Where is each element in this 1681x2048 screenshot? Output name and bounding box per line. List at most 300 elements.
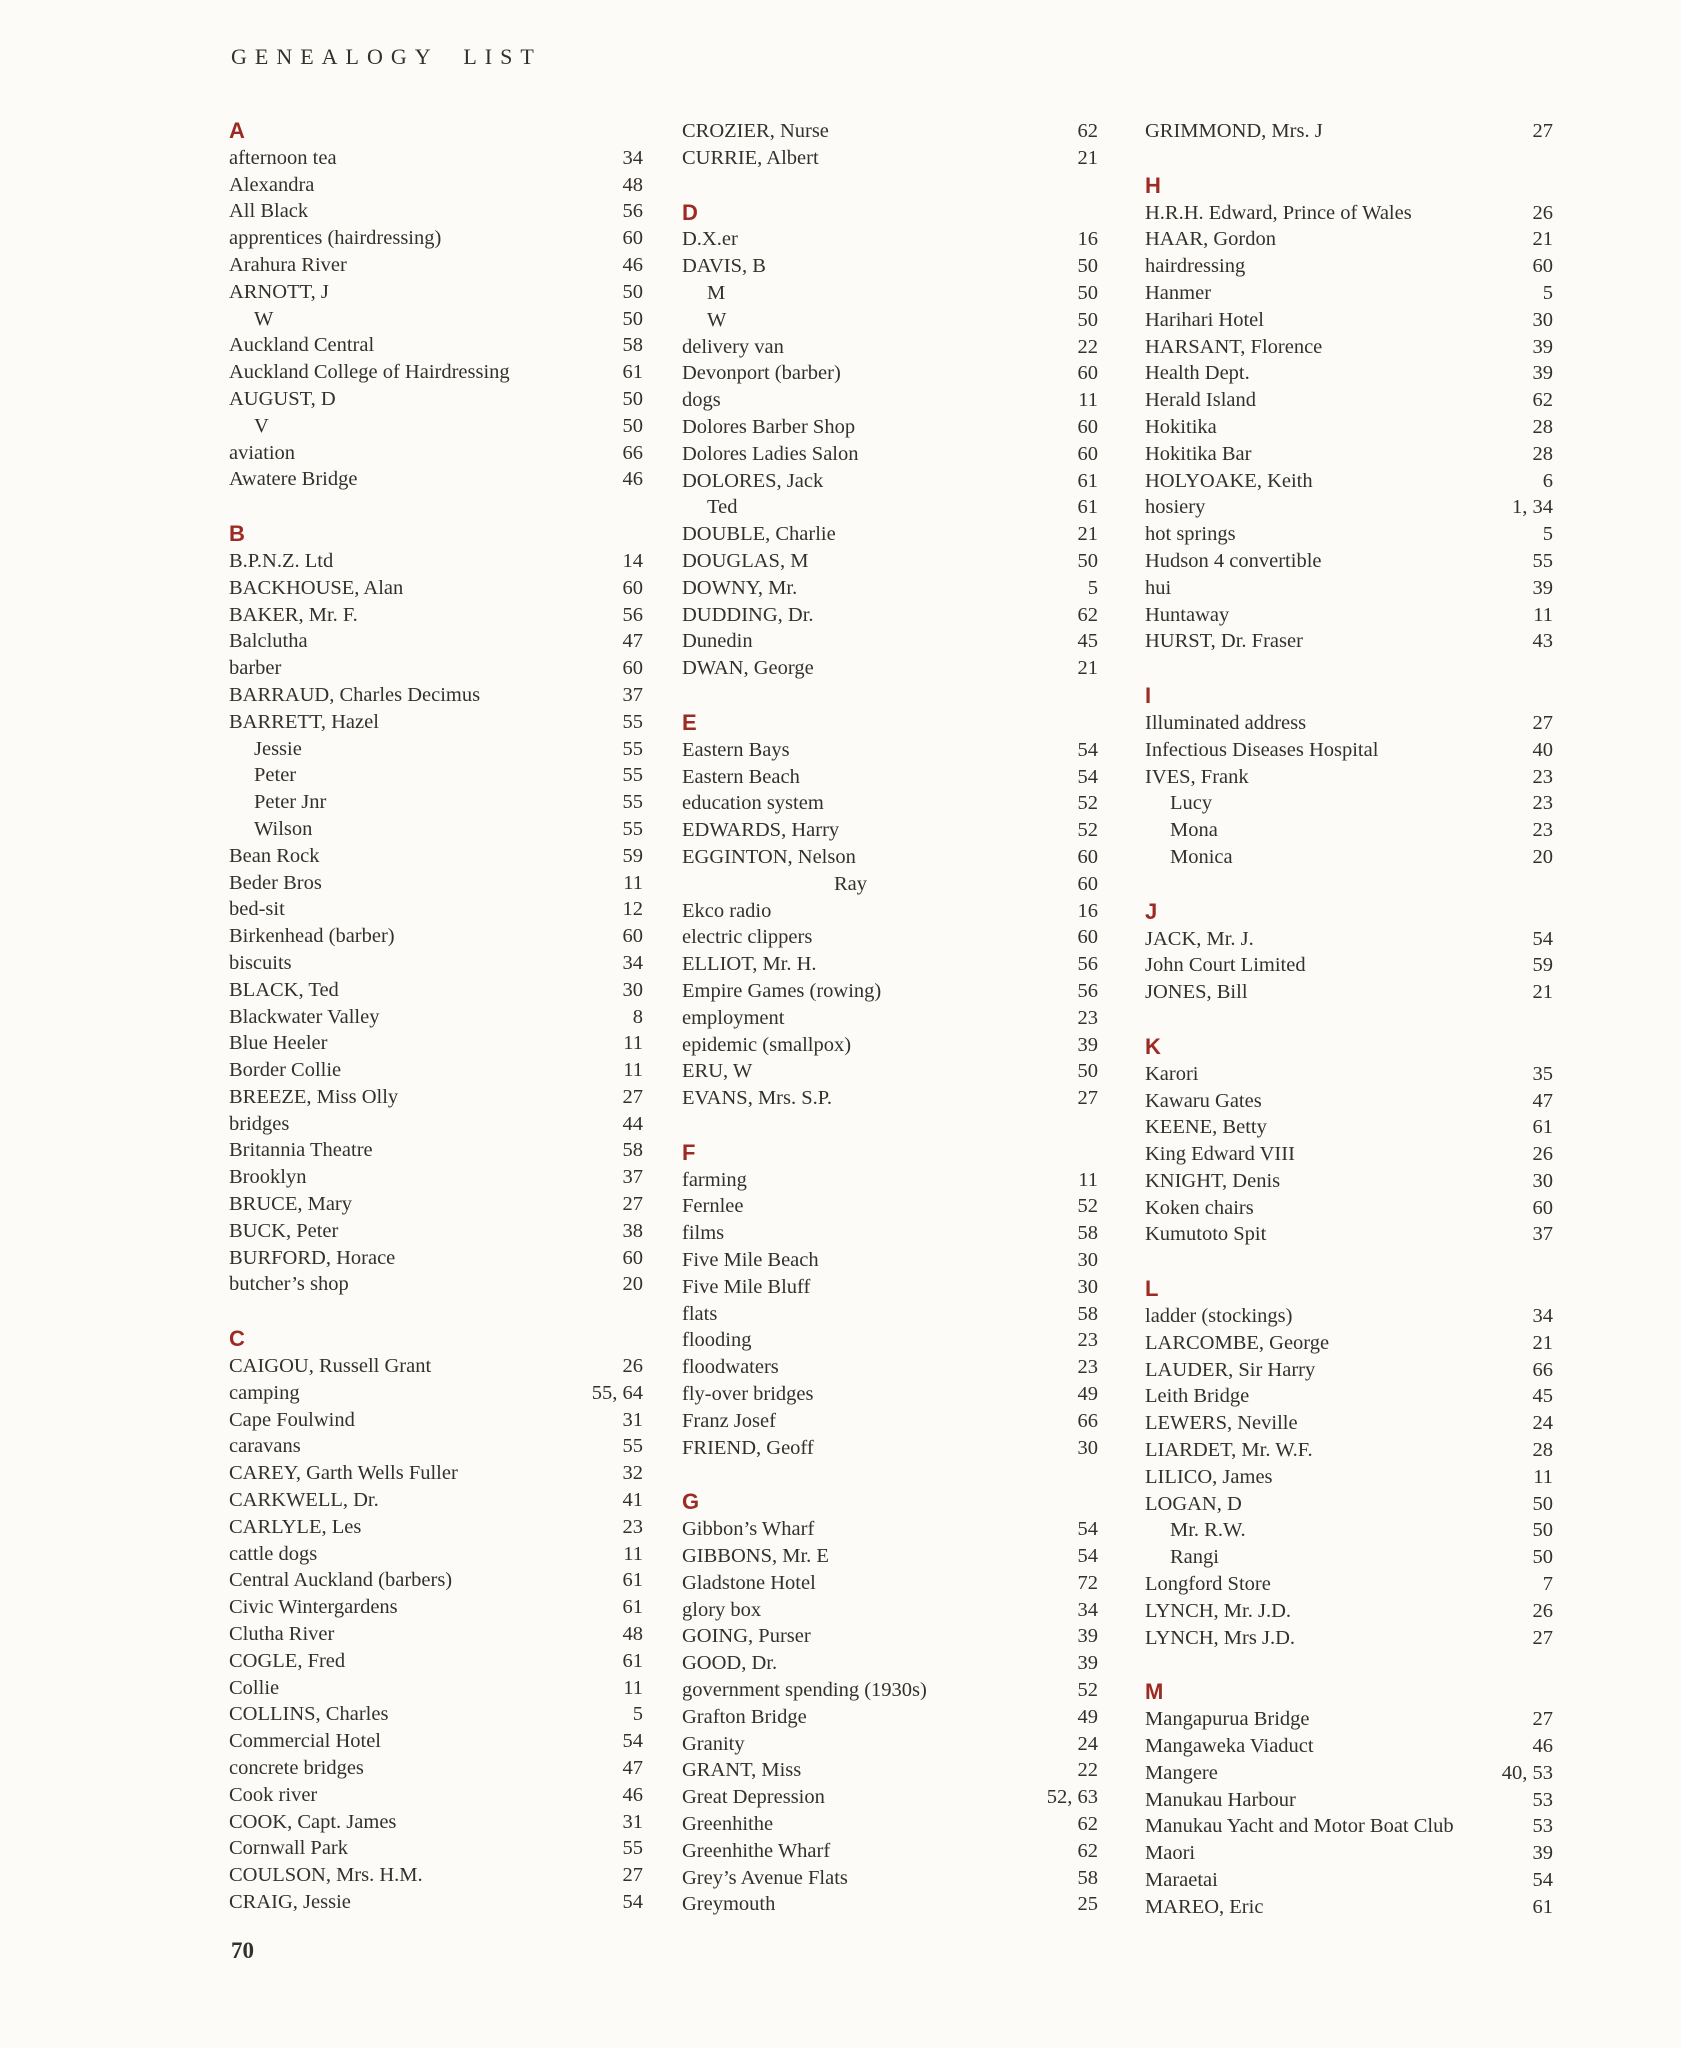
index-entry: [229, 628, 643, 655]
index-entry: [229, 1728, 643, 1755]
entry-text: Mangapurua Bridge: [1145, 1708, 1310, 1731]
entry-page-number: 60: [1077, 415, 1098, 438]
index-entry: [1145, 1733, 1553, 1760]
entry-page-number: 60: [1077, 872, 1098, 895]
index-entry: [682, 334, 1098, 361]
index-entry: [682, 737, 1098, 764]
index-entry: [1145, 764, 1553, 791]
entry-text: HAAR, Gordon: [1145, 228, 1276, 251]
entry-text: W: [707, 308, 727, 331]
section-letter-C: C: [229, 1326, 246, 1352]
entry-text: JACK, Mr. J.: [1145, 927, 1254, 950]
entry-text: Cape Foulwind: [229, 1408, 355, 1431]
entry-text: Longford Store: [1145, 1573, 1271, 1596]
entry-page-number: 5: [1542, 281, 1553, 304]
entry-page-number: 52: [1077, 1195, 1098, 1218]
entry-page-number: 49: [1077, 1383, 1098, 1406]
entry-text: Rangi: [1170, 1546, 1219, 1569]
index-entry: [682, 1650, 1098, 1677]
entry-text: afternoon tea: [229, 146, 337, 169]
index-entry: [229, 1164, 643, 1191]
entry-text: hot springs: [1145, 523, 1236, 546]
entry-text: BACKHOUSE, Alan: [229, 576, 404, 599]
entry-text: bed-sit: [229, 898, 285, 921]
entry-text: Devonport (barber): [682, 362, 841, 385]
entry-page-number: 30: [1532, 308, 1553, 331]
index-entry: [1145, 1571, 1553, 1598]
index-entry: [1145, 1840, 1553, 1867]
index-entry: [229, 1675, 643, 1702]
entry-text: Collie: [229, 1676, 280, 1699]
index-entry: [1145, 1437, 1553, 1464]
entry-text: Illuminated address: [1145, 711, 1307, 734]
entry-page-number: 54: [1077, 1545, 1098, 1568]
index-entry: [682, 360, 1098, 387]
index-entry: [682, 844, 1098, 871]
entry-page-number: 54: [1532, 1869, 1553, 1892]
index-entry: [1145, 1706, 1553, 1733]
entry-page-number: 60: [622, 657, 643, 680]
entry-text: concrete bridges: [229, 1757, 364, 1780]
entry-text: DAVIS, B: [682, 255, 766, 278]
index-entry: [229, 789, 643, 816]
entry-page-number: 46: [622, 253, 643, 276]
index-entry: [682, 951, 1098, 978]
entry-text: Empire Games (rowing): [682, 979, 882, 1002]
entry-text: Health Dept.: [1145, 362, 1250, 385]
entry-page-number: 21: [1532, 228, 1553, 251]
index-entry: [229, 1594, 643, 1621]
entry-page-number: 27: [1532, 711, 1553, 734]
entry-page-number: 39: [1077, 1625, 1098, 1648]
entry-text: Dolores Barber Shop: [682, 415, 856, 438]
entry-text: Central Auckland (barbers): [229, 1569, 453, 1592]
entry-text: aviation: [229, 441, 296, 464]
entry-text: JONES, Bill: [1145, 981, 1248, 1004]
entry-text: Auckland Central: [229, 334, 375, 357]
index-entry: [229, 172, 643, 199]
entry-page-number: 60: [1532, 255, 1553, 278]
index-entry: [1145, 790, 1553, 817]
entry-text: bridges: [229, 1112, 290, 1135]
entry-text: camping: [229, 1381, 300, 1404]
entry-page-number: 21: [1077, 146, 1098, 169]
entry-text: FRIEND, Geoff: [682, 1436, 814, 1459]
entry-text: GRANT, Miss: [682, 1759, 802, 1782]
index-entry: [1145, 118, 1553, 145]
entry-text: COGLE, Fred: [229, 1649, 346, 1672]
entry-page-number: 58: [622, 1139, 643, 1162]
entry-page-number: 40: [1532, 738, 1553, 761]
page-title: GENEALOGY LIST: [231, 44, 542, 69]
entry-text: D.X.er: [682, 228, 738, 251]
entry-text: M: [707, 281, 726, 304]
entry-page-number: 24: [1077, 1732, 1098, 1755]
entry-text: dogs: [682, 389, 721, 412]
entry-text: DOWNY, Mr.: [682, 576, 798, 599]
entry-page-number: 39: [1532, 362, 1553, 385]
index-entry: [682, 1811, 1098, 1838]
entry-text: Mangere: [1145, 1761, 1218, 1784]
entry-page-number: 34: [1077, 1598, 1098, 1621]
entry-page-number: 50: [1077, 255, 1098, 278]
index-entry: [229, 1407, 643, 1434]
entry-text: DOUBLE, Charlie: [682, 523, 836, 546]
entry-page-number: 58: [1077, 1222, 1098, 1245]
index-entry: [682, 253, 1098, 280]
entry-page-number: 45: [1077, 630, 1098, 653]
entry-page-number: 21: [1077, 523, 1098, 546]
entry-page-number: 54: [1077, 1518, 1098, 1541]
entry-text: Grey’s Avenue Flats: [682, 1866, 848, 1889]
index-entry: [682, 898, 1098, 925]
entry-page-number: 30: [1077, 1249, 1098, 1272]
index-entry: [682, 1704, 1098, 1731]
entry-text: CARLYLE, Les: [229, 1515, 362, 1538]
index-entry: [1145, 575, 1553, 602]
entry-page-number: 54: [1532, 927, 1553, 950]
entry-text: Balclutha: [229, 630, 308, 653]
index-entry: [229, 709, 643, 736]
entry-text: epidemic (smallpox): [682, 1033, 852, 1056]
entry-text: BLACK, Ted: [229, 978, 339, 1001]
entry-text: EVANS, Mrs. S.P.: [682, 1087, 833, 1110]
entry-page-number: 66: [622, 441, 643, 464]
index-entry: [1145, 844, 1553, 871]
entry-page-number: 5: [1542, 523, 1553, 546]
index-entry: [1145, 1221, 1553, 1248]
entry-page-number: 20: [622, 1273, 643, 1296]
entry-page-number: 11: [1533, 603, 1553, 626]
entry-text: BURFORD, Horace: [229, 1246, 396, 1269]
entry-text: LEWERS, Neville: [1145, 1412, 1298, 1435]
index-entry: [229, 386, 643, 413]
index-entry: [1145, 1114, 1553, 1141]
index-entry: [682, 1757, 1098, 1784]
index-entry: [229, 977, 643, 1004]
index-entry: [1145, 494, 1553, 521]
index-entry: [682, 226, 1098, 253]
index-entry: [229, 816, 643, 843]
entry-page-number: 60: [1077, 362, 1098, 385]
index-entry: [229, 1809, 643, 1836]
entry-text: fly-over bridges: [682, 1383, 814, 1406]
entry-page-number: 30: [1532, 1169, 1553, 1192]
entry-page-number: 52, 63: [1046, 1786, 1098, 1809]
entry-page-number: 50: [1077, 549, 1098, 572]
entry-page-number: 21: [1532, 1331, 1553, 1354]
entry-text: BARRAUD, Charles Decimus: [229, 683, 481, 706]
index-entry: [229, 1648, 643, 1675]
entry-page-number: 50: [622, 280, 643, 303]
entry-page-number: 7: [1542, 1573, 1553, 1596]
entry-text: CAIGOU, Russell Grant: [229, 1355, 432, 1378]
entry-page-number: 5: [1087, 576, 1098, 599]
index-entry: [1145, 521, 1553, 548]
index-entry: [682, 1085, 1098, 1112]
index-entry: [229, 440, 643, 467]
index-entry: [682, 1543, 1098, 1570]
entry-text: Birkenhead (barber): [229, 925, 395, 948]
entry-text: Five Mile Beach: [682, 1249, 819, 1272]
entry-page-number: 45: [1532, 1385, 1553, 1408]
entry-text: Great Depression: [682, 1786, 825, 1809]
entry-page-number: 50: [1077, 281, 1098, 304]
entry-page-number: 60: [1077, 442, 1098, 465]
entry-page-number: 61: [1077, 496, 1098, 519]
entry-text: Gladstone Hotel: [682, 1571, 816, 1594]
entry-page-number: 55: [622, 791, 643, 814]
index-entry: [229, 1514, 643, 1541]
entry-text: Brooklyn: [229, 1166, 307, 1189]
index-entry: [682, 1005, 1098, 1032]
entry-text: Jessie: [254, 737, 302, 760]
index-entry: [682, 414, 1098, 441]
index-entry: [682, 871, 1098, 898]
entry-text: GRIMMOND, Mrs. J: [1145, 120, 1323, 142]
entry-page-number: 39: [1077, 1652, 1098, 1675]
entry-text: Arahura River: [229, 253, 347, 276]
entry-text: Blue Heeler: [229, 1032, 328, 1055]
index-entry: [682, 1274, 1098, 1301]
entry-page-number: 56: [622, 200, 643, 223]
entry-page-number: 55, 64: [591, 1381, 643, 1404]
entry-page-number: 46: [1532, 1735, 1553, 1758]
entry-page-number: 59: [1532, 954, 1553, 977]
entry-page-number: 50: [1532, 1519, 1553, 1542]
entry-text: HURST, Dr. Fraser: [1145, 630, 1303, 653]
entry-text: Greymouth: [682, 1893, 776, 1916]
entry-text: Cornwall Park: [229, 1837, 348, 1860]
index-entry: [682, 1838, 1098, 1865]
index-entry: [682, 1032, 1098, 1059]
entry-page-number: 22: [1077, 335, 1098, 358]
entry-page-number: 11: [1078, 389, 1098, 412]
entry-page-number: 60: [622, 576, 643, 599]
entry-text: All Black: [229, 200, 309, 223]
index-entry: [1145, 710, 1553, 737]
entry-page-number: 60: [1077, 845, 1098, 868]
index-entry: [682, 468, 1098, 495]
index-entry: [682, 521, 1098, 548]
section-letter-B: B: [229, 521, 246, 547]
entry-page-number: 62: [1077, 1813, 1098, 1836]
entry-page-number: 61: [622, 1569, 643, 1592]
entry-text: Mona: [1170, 819, 1218, 842]
index-entry: [1145, 1867, 1553, 1894]
index-entry: [229, 896, 643, 923]
entry-page-number: 47: [1532, 1089, 1553, 1112]
index-entry: [1145, 1303, 1553, 1330]
entry-text: Fernlee: [682, 1195, 744, 1218]
index-entry: [229, 306, 643, 333]
entry-page-number: 11: [623, 1542, 643, 1565]
index-column-3: [1145, 118, 1553, 1921]
index-entry: [229, 655, 643, 682]
entry-page-number: 21: [1077, 657, 1098, 680]
index-entry: [1145, 1088, 1553, 1115]
entry-page-number: 27: [622, 1864, 643, 1887]
entry-page-number: 23: [1077, 1329, 1098, 1352]
index-entry: [229, 843, 643, 870]
entry-text: DWAN, George: [682, 657, 814, 680]
entry-text: flats: [682, 1302, 718, 1325]
index-entry: [682, 1623, 1098, 1650]
section-letter-G: G: [682, 1489, 700, 1515]
index-entry: [682, 1408, 1098, 1435]
entry-page-number: 27: [622, 1193, 643, 1216]
entry-page-number: 26: [1532, 1599, 1553, 1622]
entry-text: Infectious Diseases Hospital: [1145, 738, 1379, 761]
entry-page-number: 66: [1077, 1409, 1098, 1432]
index-entry: [229, 1460, 643, 1487]
entry-text: Koken chairs: [1145, 1196, 1254, 1219]
entry-text: CURRIE, Albert: [682, 146, 819, 169]
entry-page-number: 8: [632, 1005, 643, 1028]
index-entry: [682, 145, 1098, 172]
index-entry: [682, 1731, 1098, 1758]
index-entry: [682, 307, 1098, 334]
entry-text: cattle dogs: [229, 1542, 318, 1565]
index-entry: [229, 1889, 643, 1916]
index-entry: [682, 1597, 1098, 1624]
entry-text: CARKWELL, Dr.: [229, 1489, 379, 1512]
section-letter-M: M: [1145, 1679, 1164, 1705]
entry-text: EDWARDS, Harry: [682, 819, 840, 842]
index-entry: [1145, 1357, 1553, 1384]
entry-page-number: 5: [632, 1703, 643, 1726]
index-entry: [229, 332, 643, 359]
entry-text: KEENE, Betty: [1145, 1116, 1267, 1139]
entry-text: Eastern Beach: [682, 765, 800, 788]
entry-text: BUCK, Peter: [229, 1219, 339, 1242]
entry-page-number: 60: [622, 1246, 643, 1269]
entry-text: DOUGLAS, M: [682, 549, 809, 572]
index-entry: [1145, 441, 1553, 468]
index-entry: [1145, 1760, 1553, 1787]
entry-text: GIBBONS, Mr. E: [682, 1545, 829, 1568]
entry-text: delivery van: [682, 335, 784, 358]
entry-page-number: 44: [622, 1112, 643, 1135]
entry-page-number: 50: [1532, 1546, 1553, 1569]
entry-page-number: 27: [1532, 120, 1553, 142]
entry-text: ELLIOT, Mr. H.: [682, 953, 817, 976]
index-entry: [229, 762, 643, 789]
index-entry: [1145, 1330, 1553, 1357]
entry-page-number: 50: [622, 387, 643, 410]
index-entry: [682, 1435, 1098, 1462]
index-entry: [1145, 1195, 1553, 1222]
entry-page-number: 25: [1077, 1893, 1098, 1916]
entry-page-number: 11: [623, 1059, 643, 1082]
index-entry: [1145, 1598, 1553, 1625]
index-entry: [229, 466, 643, 493]
entry-text: LILICO, James: [1145, 1465, 1273, 1488]
index-entry: [682, 1354, 1098, 1381]
index-entry: [229, 1353, 643, 1380]
entry-text: Hanmer: [1145, 281, 1212, 304]
index-entry: [682, 817, 1098, 844]
entry-page-number: 53: [1532, 1815, 1553, 1838]
entry-text: Alexandra: [229, 173, 315, 196]
entry-page-number: 53: [1532, 1788, 1553, 1811]
index-entry: [229, 1782, 643, 1809]
entry-text: Britannia Theatre: [229, 1139, 373, 1162]
entry-text: Border Collie: [229, 1059, 342, 1082]
section-letter-J: J: [1145, 898, 1158, 924]
entry-page-number: 31: [622, 1408, 643, 1431]
index-entry: [229, 279, 643, 306]
entry-page-number: 23: [1077, 1356, 1098, 1379]
index-entry: [229, 1057, 643, 1084]
entry-page-number: 62: [1077, 1839, 1098, 1862]
entry-page-number: 55: [622, 764, 643, 787]
entry-text: B.P.N.Z. Ltd: [229, 549, 334, 572]
entry-text: LIARDET, Mr. W.F.: [1145, 1439, 1313, 1462]
entry-page-number: 28: [1532, 442, 1553, 465]
entry-page-number: 54: [622, 1730, 643, 1753]
entry-text: hosiery: [1145, 496, 1206, 519]
index-entry: [1145, 952, 1553, 979]
entry-text: HARSANT, Florence: [1145, 335, 1323, 358]
index-entry: [682, 1891, 1098, 1918]
entry-page-number: 26: [1532, 201, 1553, 224]
entry-page-number: 50: [622, 414, 643, 437]
entry-text: Beder Bros: [229, 871, 322, 894]
index-entry: [229, 252, 643, 279]
entry-page-number: 60: [622, 227, 643, 250]
entry-page-number: 50: [1077, 1060, 1098, 1083]
index-entry: [1145, 602, 1553, 629]
entry-text: Gibbon’s Wharf: [682, 1518, 815, 1541]
entry-text: Hokitika: [1145, 415, 1217, 438]
entry-page-number: 43: [1532, 630, 1553, 653]
section-letter-E: E: [682, 709, 698, 735]
entry-page-number: 47: [622, 630, 643, 653]
entry-text: Ray: [834, 872, 868, 895]
index-entry: [682, 1220, 1098, 1247]
index-entry: [682, 978, 1098, 1005]
index-entry: [682, 1247, 1098, 1274]
entry-page-number: 50: [1532, 1492, 1553, 1515]
entry-page-number: 23: [1532, 792, 1553, 815]
entry-text: Maori: [1145, 1842, 1196, 1865]
index-entry: [1145, 737, 1553, 764]
entry-page-number: 60: [1077, 926, 1098, 949]
entry-text: Mr. R.W.: [1170, 1519, 1246, 1542]
index-entry: [682, 1570, 1098, 1597]
index-entry: [229, 359, 643, 386]
entry-page-number: 62: [1532, 389, 1553, 412]
entry-page-number: 48: [622, 1623, 643, 1646]
entry-text: Greenhithe Wharf: [682, 1839, 831, 1862]
entry-text: Franz Josef: [682, 1409, 776, 1432]
index-entry: [229, 1111, 643, 1138]
entry-page-number: 27: [1077, 1087, 1098, 1110]
entry-page-number: 30: [1077, 1436, 1098, 1459]
entry-page-number: 55: [622, 1435, 643, 1458]
entry-text: education system: [682, 792, 824, 815]
entry-page-number: 23: [1077, 1006, 1098, 1029]
section-letter-L: L: [1145, 1276, 1159, 1302]
entry-text: John Court Limited: [1145, 954, 1306, 977]
entry-page-number: 39: [1532, 335, 1553, 358]
entry-text: Wilson: [254, 817, 313, 840]
index-entry: [1145, 1544, 1553, 1571]
index-entry: [1145, 1141, 1553, 1168]
entry-text: COOK, Capt. James: [229, 1810, 397, 1833]
index-entry: [1145, 548, 1553, 575]
